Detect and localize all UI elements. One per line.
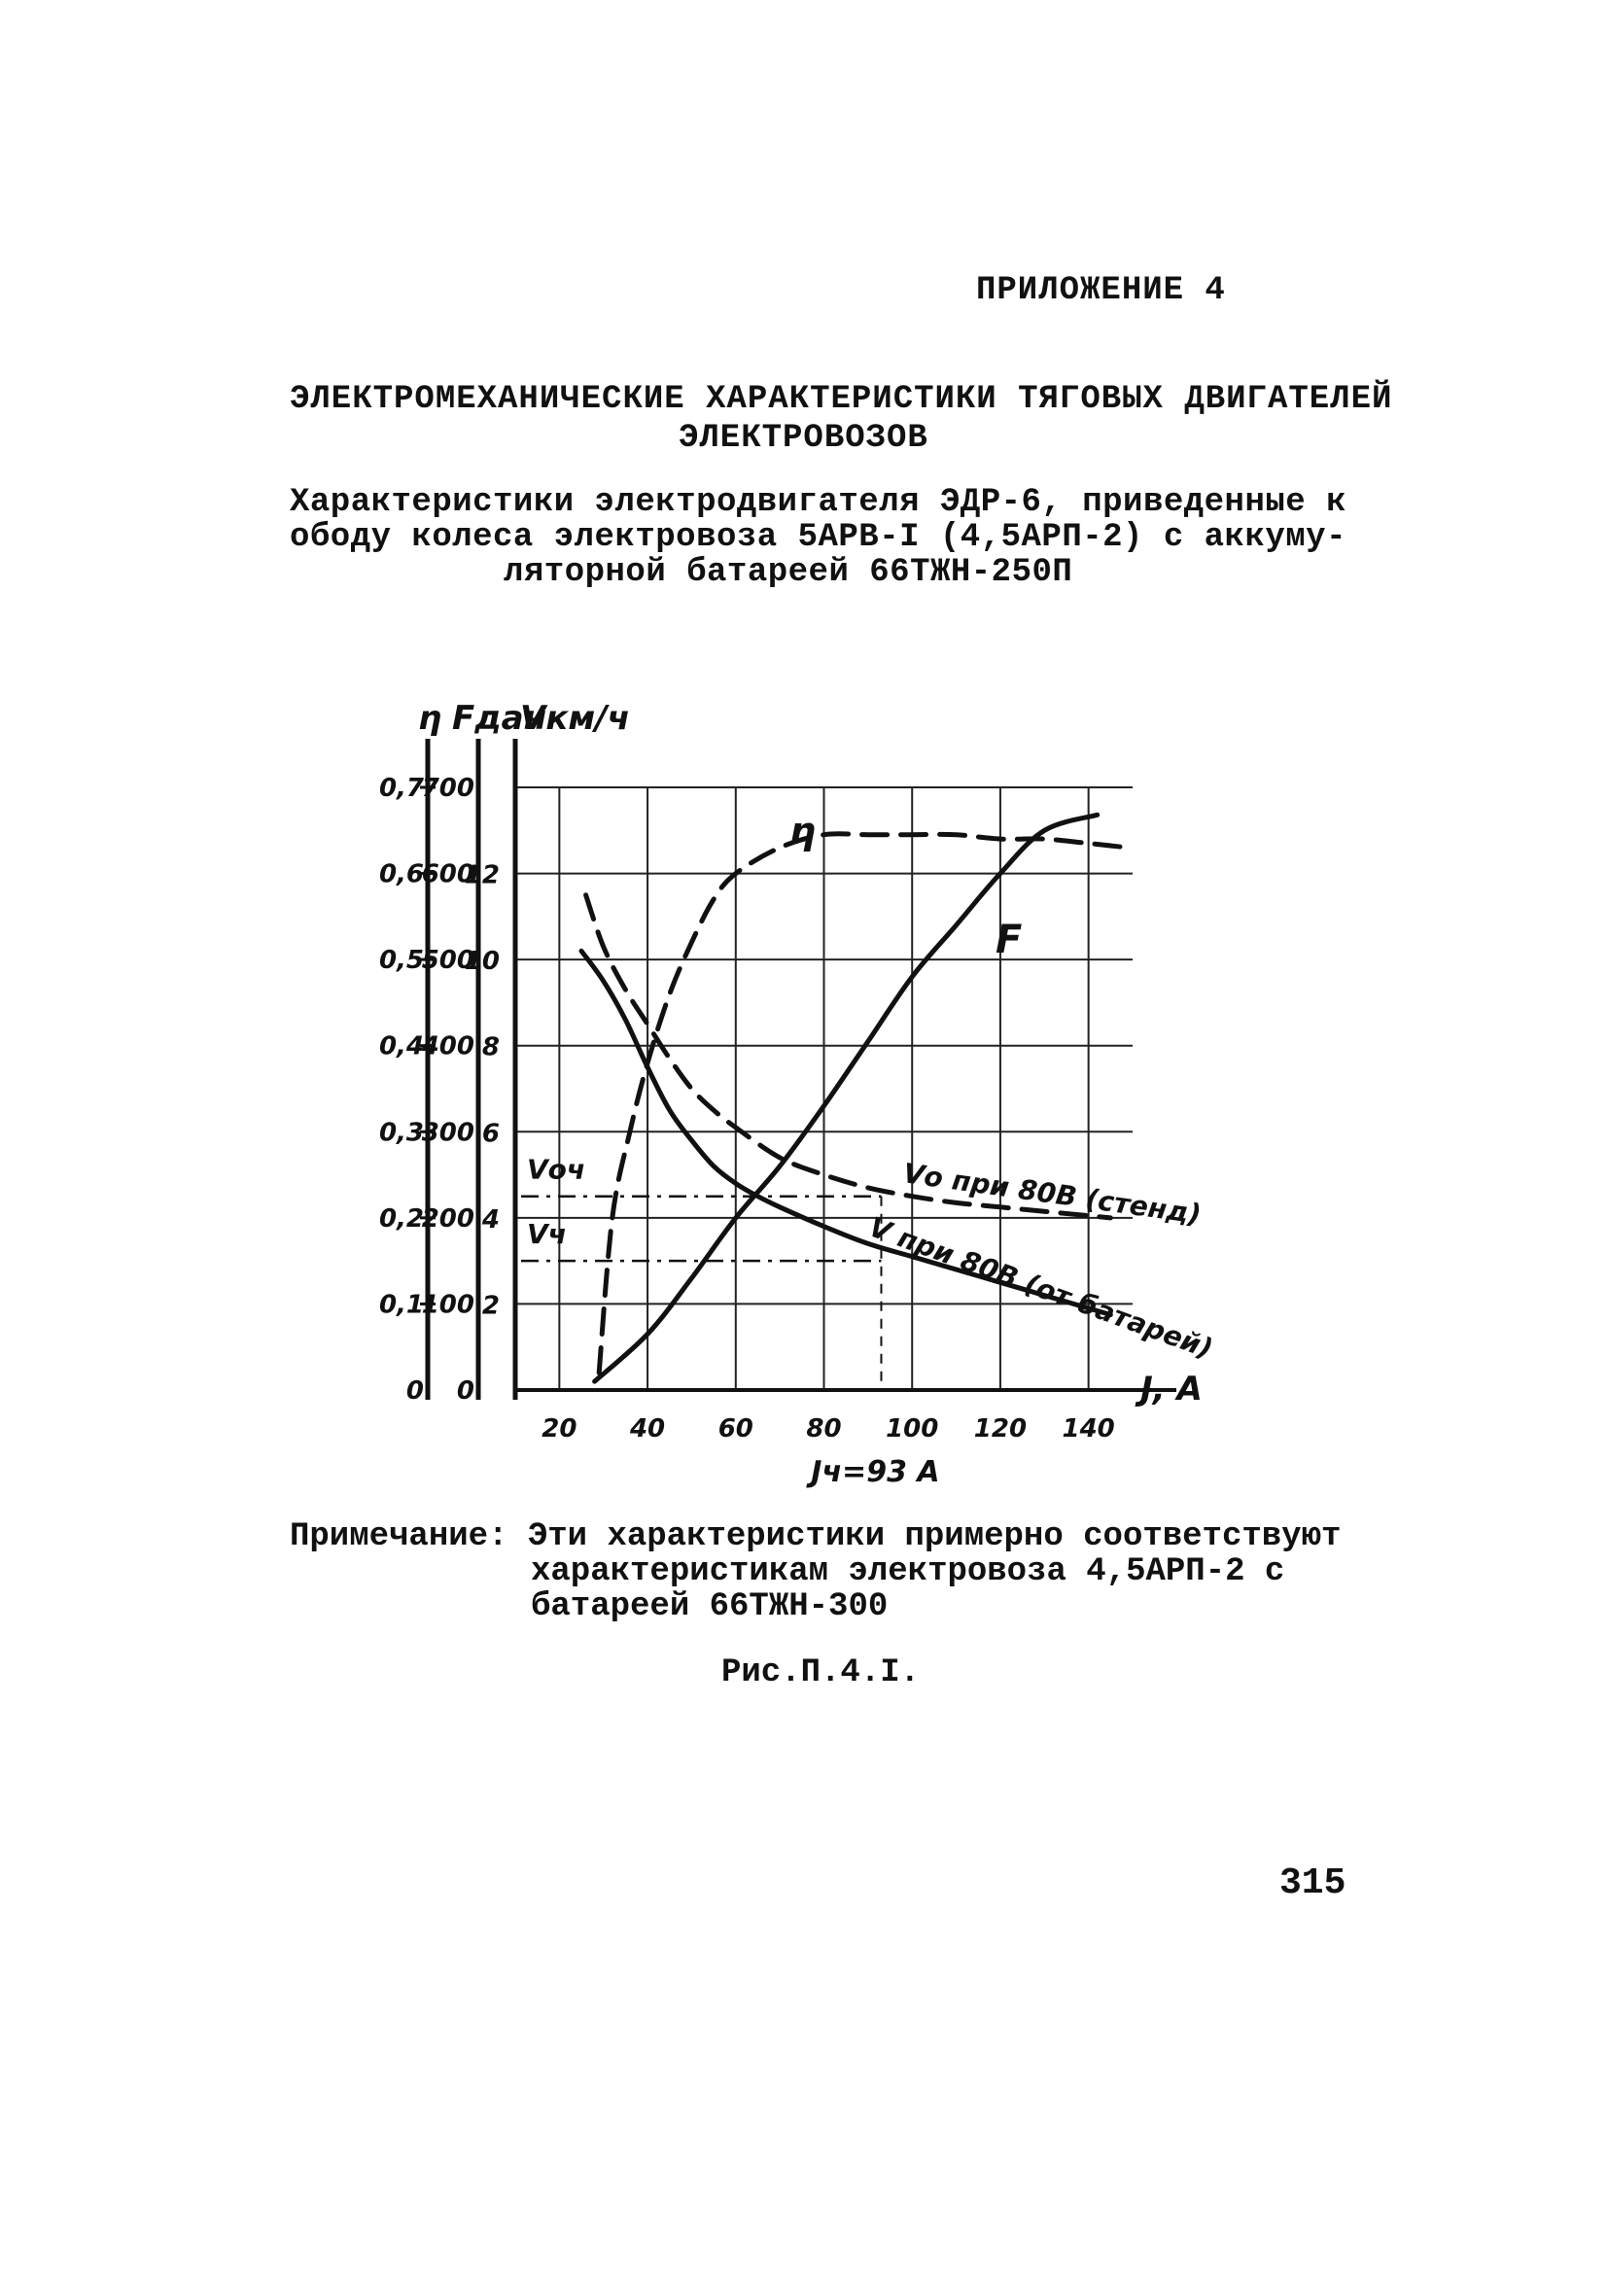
x-axis-label: J, A [1140, 1370, 1203, 1409]
curve-series-3 [586, 895, 1111, 1218]
speed-axis-label: Vкм/ч [520, 699, 630, 738]
x-tick-label: 120 [973, 1414, 1028, 1444]
speed-tick-label: 6 [481, 1119, 500, 1149]
appendix-label: ПРИЛОЖЕНИЕ 4 [976, 272, 1226, 309]
speed-tick-label: 4 [481, 1204, 500, 1235]
reference-line-label: Vч [527, 1218, 567, 1251]
page-title-line-2: ЭЛЕКТРОВОЗОВ [679, 420, 928, 457]
eta-tick-label: 0,4 [378, 1031, 424, 1061]
page-number: 315 [1279, 1862, 1346, 1904]
reference-line-label: Vоч [527, 1153, 586, 1186]
x-tick-label: 40 [629, 1414, 666, 1444]
speed-tick-label: 10 [464, 947, 500, 977]
subtitle-line-3: ляторной батареей 66ТЖН-250П [504, 554, 1073, 591]
force-tick-label: 100 [421, 1290, 474, 1320]
speed-tick-label: 12 [464, 860, 500, 890]
eta-axis-label: η [418, 699, 442, 738]
eta-tick-label: 0,1 [378, 1290, 424, 1320]
eta-curve-label: η [789, 810, 817, 852]
rated-current-label: Jч=93 A [811, 1455, 940, 1489]
note-line-3: батареей 66ТЖН-300 [531, 1588, 889, 1625]
figure-caption: Рис.П.4.I. [721, 1654, 921, 1691]
x-tick-label: 80 [806, 1414, 842, 1444]
v-battery-curve-label: V при 80В (от батарей) [864, 1210, 1217, 1366]
speed-tick-label: 8 [481, 1032, 500, 1062]
subtitle-line-2: ободу колеса электровоза 5АРВ-I (4,5АРП-2) с аккуму- [290, 519, 1346, 556]
x-tick-label: 20 [542, 1414, 577, 1444]
page-title-line-1: ЭЛЕКТРОМЕХАНИЧЕСКИЕ ХАРАКТЕРИСТИКИ ТЯГОВЫХ ДВИГАТЕЛЕЙ [290, 381, 1393, 418]
chart-labels [789, 810, 1217, 1365]
eta-tick-label: 0,5 [378, 946, 424, 976]
force-tick-label: 500 [421, 946, 474, 976]
x-tick-label: 140 [1062, 1414, 1115, 1444]
note-line-1: Примечание: Эти характеристики примерно соответствуют [290, 1518, 1342, 1555]
speed-tick-label: 2 [481, 1291, 500, 1321]
note-line-2: характеристикам электровоза 4,5АРП-2 с [531, 1553, 1285, 1590]
force-tick-label: 600 [421, 859, 474, 889]
f-curve-label: F [996, 918, 1023, 962]
force-axis-label: Fдан [452, 699, 547, 738]
v0-curve-label: Vо при 80В (стенд) [901, 1157, 1204, 1231]
force-tick-label: 700 [421, 774, 474, 803]
force-tick-label: 300 [421, 1118, 474, 1148]
x-tick-label: 60 [717, 1414, 753, 1444]
reference-lines [521, 1154, 881, 1390]
eta-tick-label: 0,6 [378, 859, 424, 889]
eta-tick-label: 0,3 [378, 1118, 424, 1148]
eta-tick-label: 0,2 [378, 1203, 424, 1234]
eta-tick-label: 0 [405, 1376, 424, 1406]
force-tick-label: 400 [421, 1031, 474, 1061]
eta-tick-label: 0,7 [378, 774, 424, 803]
force-tick-label: 200 [421, 1203, 474, 1234]
force-tick-label: 0 [456, 1376, 474, 1406]
x-tick-label: 100 [886, 1414, 939, 1444]
subtitle-line-1: Характеристики электродвигателя ЭДР-6, приведенные к [290, 484, 1346, 521]
